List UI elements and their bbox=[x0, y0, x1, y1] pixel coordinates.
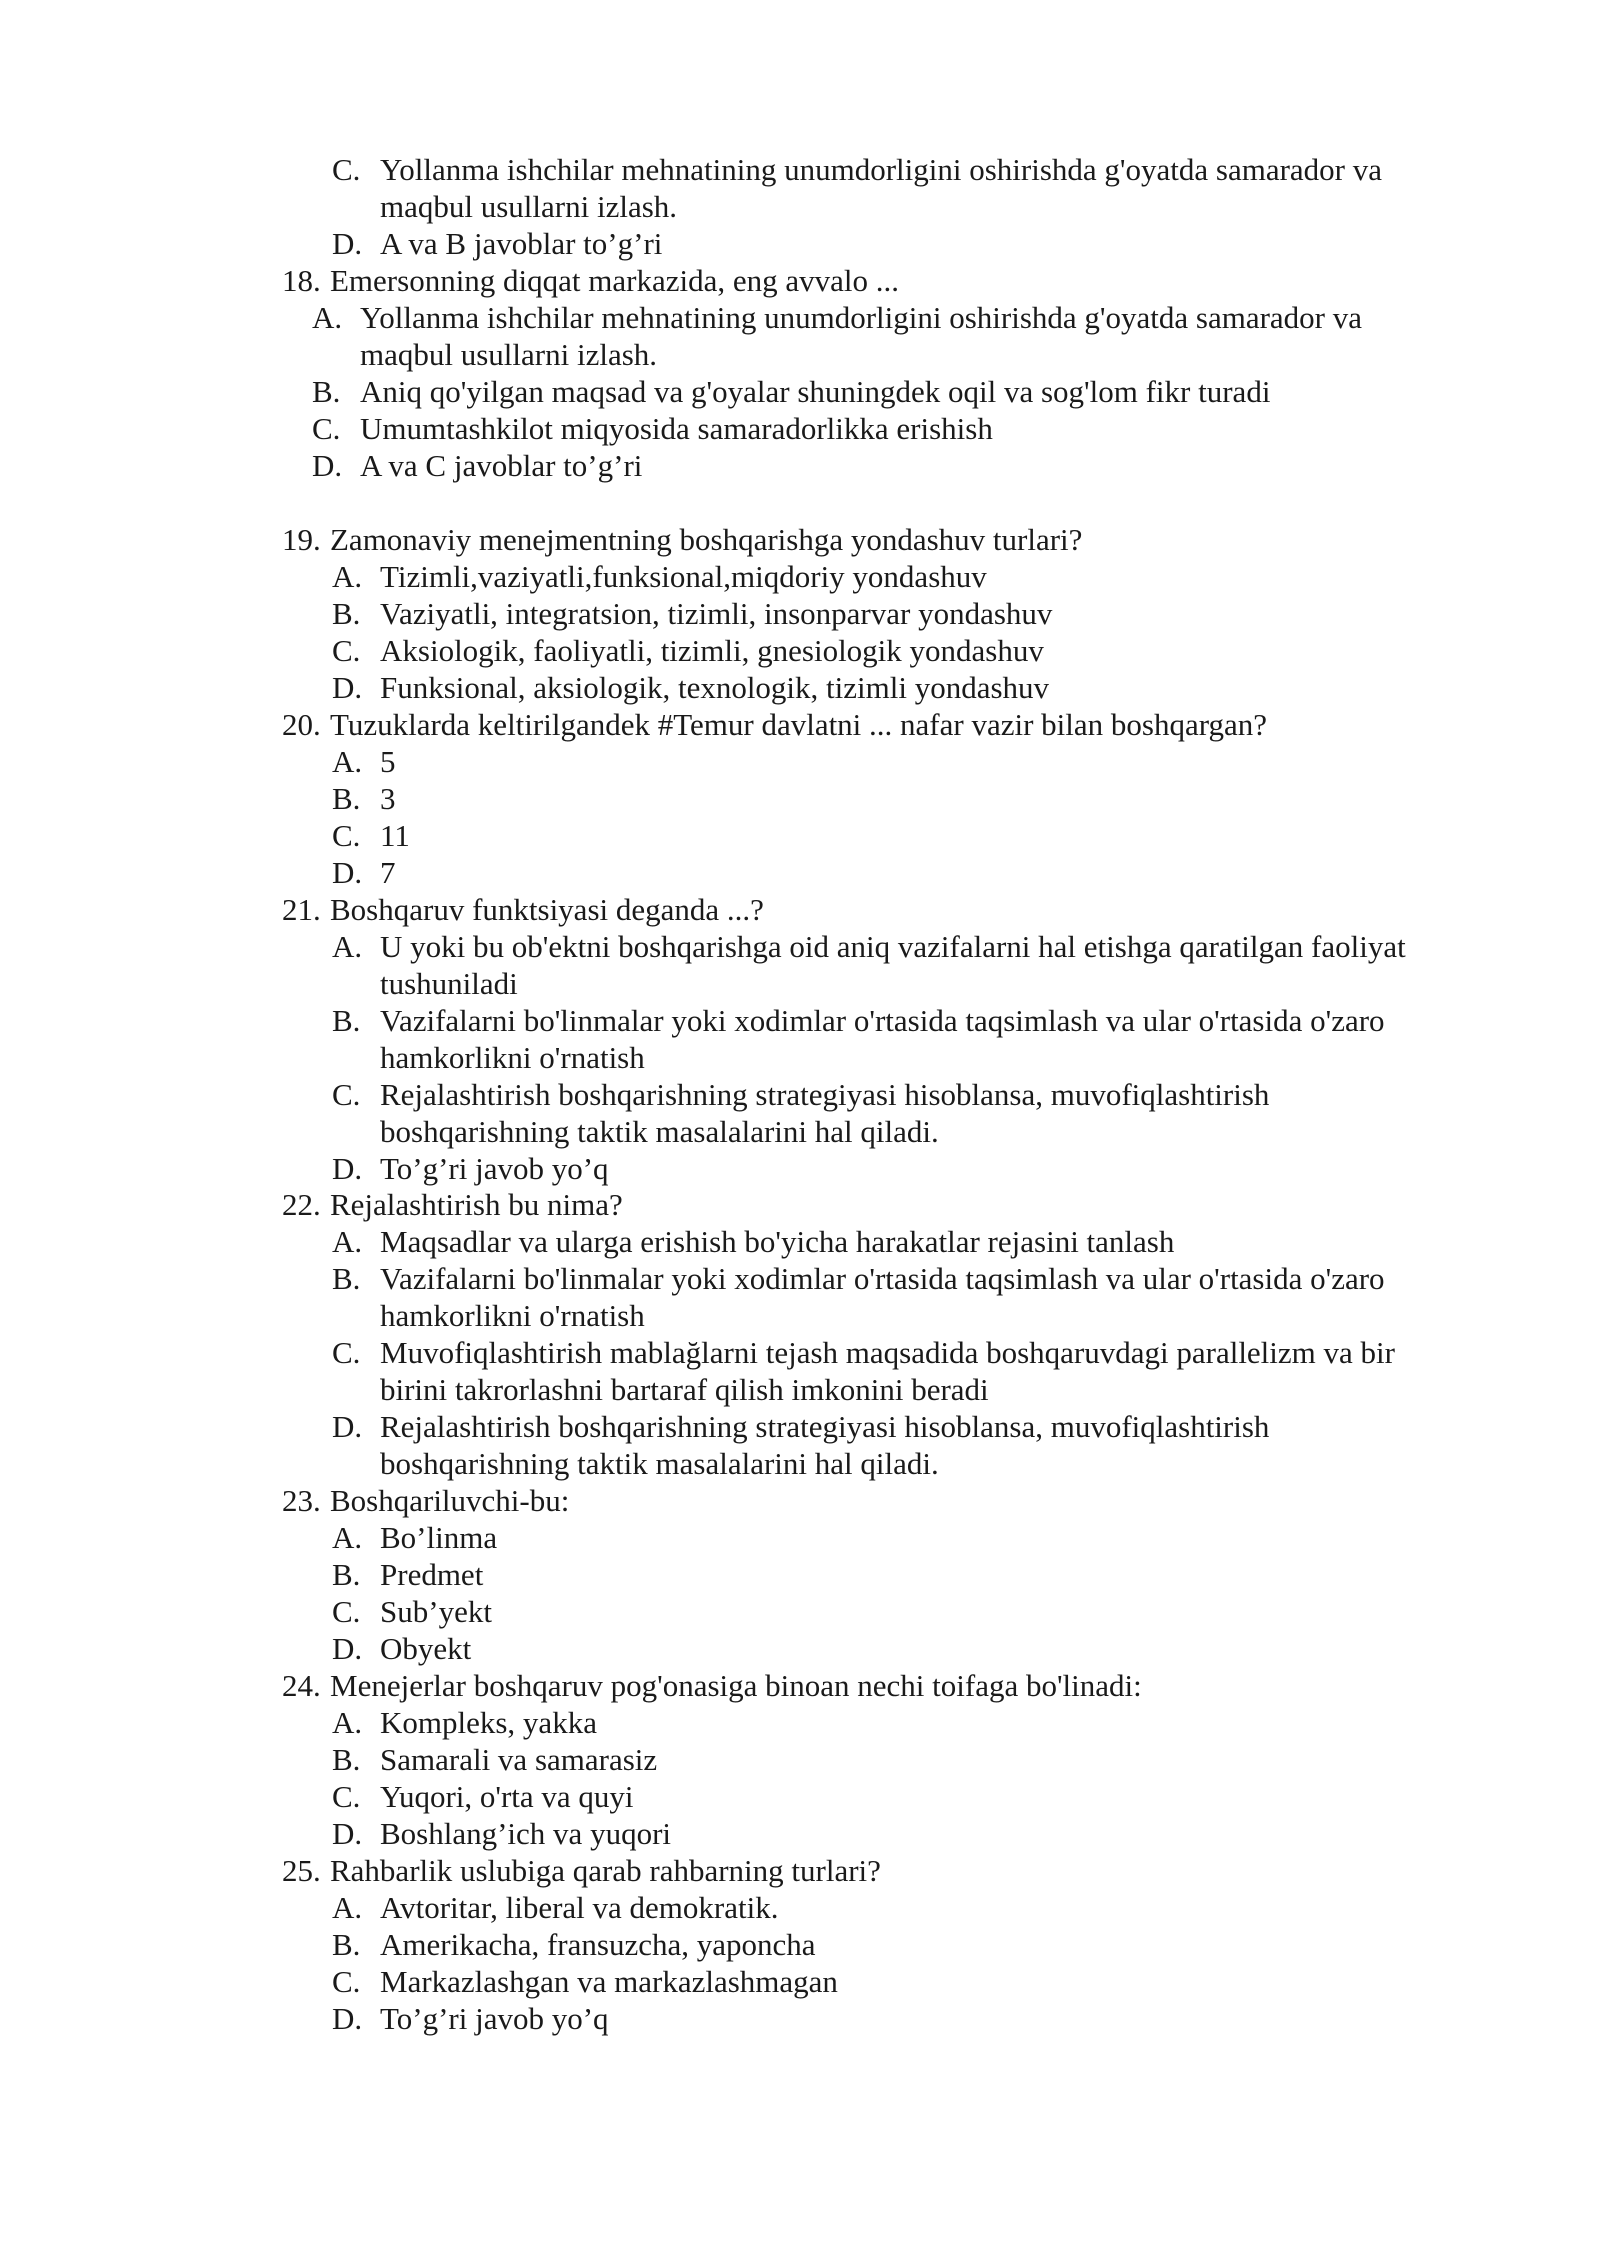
option-text: Muvofiqlashtirish mablağlarni tejash maqsadida boshqaruvdagi parallelizm va bir bbox=[380, 1335, 1395, 1370]
question-number: 24. bbox=[282, 1668, 321, 1703]
option-label: C. bbox=[332, 1335, 361, 1370]
option-text: tushuniladi bbox=[380, 966, 518, 1001]
option-text: maqbul usullarni izlash. bbox=[360, 337, 658, 372]
option-text: To’g’ri javob yo’q bbox=[380, 2001, 609, 2036]
option-label: D. bbox=[332, 670, 363, 705]
option-text: Aksiologik, faoliyatli, tizimli, gnesiologik yondashuv bbox=[380, 633, 1044, 668]
question-text: Boshqariluvchi-bu: bbox=[330, 1483, 570, 1518]
option-label: A. bbox=[332, 1520, 363, 1555]
question-number: 25. bbox=[282, 1853, 321, 1888]
option-text: Obyekt bbox=[380, 1631, 472, 1666]
option-text: hamkorlikni o'rnatish bbox=[380, 1040, 645, 1075]
option-label: A. bbox=[332, 1705, 363, 1740]
option-text: Umumtashkilot miqyosida samaradorlikka erishish bbox=[360, 411, 993, 446]
option-label: C. bbox=[332, 1779, 361, 1814]
option-label: C. bbox=[332, 1594, 361, 1629]
option-label: D. bbox=[332, 1151, 363, 1186]
question-text: Emersonning diqqat markazida, eng avvalo ... bbox=[330, 263, 900, 298]
option-text: Avtoritar, liberal va demokratik. bbox=[380, 1890, 779, 1925]
option-text: A va C javoblar to’g’ri bbox=[360, 448, 643, 483]
option-label: C. bbox=[332, 1077, 361, 1112]
option-text: Vazifalarni bo'linmalar yoki xodimlar o'rtasida taqsimlash va ular o'rtasida o'zaro bbox=[380, 1003, 1385, 1038]
question-text: Rahbarlik uslubiga qarab rahbarning turlari? bbox=[330, 1853, 881, 1888]
question-number: 21. bbox=[282, 892, 321, 927]
option-text: To’g’ri javob yo’q bbox=[380, 1151, 609, 1186]
question-text: Boshqaruv funktsiyasi deganda ...? bbox=[330, 892, 764, 927]
option-label: C. bbox=[312, 411, 341, 446]
option-text: Vazifalarni bo'linmalar yoki xodimlar o'rtasida taqsimlash va ular o'rtasida o'zaro bbox=[380, 1261, 1385, 1296]
option-label: C. bbox=[332, 818, 361, 853]
question-number: 19. bbox=[282, 522, 321, 557]
option-text: Yollanma ishchilar mehnatining unumdorligini oshirishda g'oyatda samarador va bbox=[380, 152, 1383, 187]
option-text: Rejalashtirish boshqarishning strategiyasi hisoblansa, muvofiqlashtirish bbox=[380, 1077, 1270, 1112]
option-text: boshqarishning taktik masalalarini hal qiladi. bbox=[380, 1114, 939, 1149]
option-label: C. bbox=[332, 152, 361, 187]
option-label: D. bbox=[332, 1631, 363, 1666]
option-label: B. bbox=[332, 1557, 361, 1592]
option-label: D. bbox=[332, 1409, 363, 1444]
option-text: Amerikacha, fransuzcha, yaponcha bbox=[380, 1927, 816, 1962]
option-label: D. bbox=[332, 1816, 363, 1851]
option-label: A. bbox=[332, 1224, 363, 1259]
option-text: 7 bbox=[380, 855, 396, 890]
option-text: birini takrorlashni bartaraf qilish imkonini beradi bbox=[380, 1372, 989, 1407]
option-label: B. bbox=[312, 374, 341, 409]
option-text: Sub’yekt bbox=[380, 1594, 492, 1629]
option-text: Boshlang’ich va yuqori bbox=[380, 1816, 672, 1851]
option-label: A. bbox=[312, 300, 343, 335]
option-text: Funksional, aksiologik, texnologik, tizimli yondashuv bbox=[380, 670, 1050, 705]
option-text: hamkorlikni o'rnatish bbox=[380, 1298, 645, 1333]
option-text: Yollanma ishchilar mehnatining unumdorligini oshirishda g'oyatda samarador va bbox=[360, 300, 1363, 335]
option-text: Aniq qo'yilgan maqsad va g'oyalar shuningdek oqil va sog'lom fikr turadi bbox=[360, 374, 1271, 409]
option-text: Bo’linma bbox=[380, 1520, 498, 1555]
option-text: Maqsadlar va ularga erishish bo'yicha harakatlar rejasini tanlash bbox=[380, 1224, 1175, 1259]
option-label: A. bbox=[332, 744, 363, 779]
option-label: D. bbox=[332, 2001, 363, 2036]
option-text: U yoki bu ob'ektni boshqarishga oid aniq vazifalarni hal etishga qaratilgan faoliyat bbox=[380, 929, 1406, 964]
option-text: 3 bbox=[380, 781, 396, 816]
option-label: A. bbox=[332, 559, 363, 594]
option-label: B. bbox=[332, 1003, 361, 1038]
question-text: Tuzuklarda keltirilgandek #Temur davlatni ... nafar vazir bilan boshqargan? bbox=[330, 707, 1268, 742]
option-text: 11 bbox=[380, 818, 410, 853]
option-label: B. bbox=[332, 1742, 361, 1777]
question-number: 18. bbox=[282, 263, 321, 298]
option-text: Predmet bbox=[380, 1557, 484, 1592]
question-text: Rejalashtirish bu nima? bbox=[330, 1187, 623, 1222]
option-label: B. bbox=[332, 1261, 361, 1296]
option-label: D. bbox=[312, 448, 343, 483]
question-number: 22. bbox=[282, 1187, 321, 1222]
option-label: B. bbox=[332, 1927, 361, 1962]
option-label: B. bbox=[332, 781, 361, 816]
option-text: Rejalashtirish boshqarishning strategiyasi hisoblansa, muvofiqlashtirish bbox=[380, 1409, 1270, 1444]
question-text: Menejerlar boshqaruv pog'onasiga binoan nechi toifaga bo'linadi: bbox=[330, 1668, 1142, 1703]
option-label: D. bbox=[332, 226, 363, 261]
option-label: B. bbox=[332, 596, 361, 631]
question-text: Zamonaviy menejmentning boshqarishga yondashuv turlari? bbox=[330, 522, 1083, 557]
option-text: Markazlashgan va markazlashmagan bbox=[380, 1964, 838, 1999]
option-label: D. bbox=[332, 855, 363, 890]
question-number: 23. bbox=[282, 1483, 321, 1518]
option-text: A va B javoblar to’g’ri bbox=[380, 226, 663, 261]
option-text: maqbul usullarni izlash. bbox=[380, 189, 678, 224]
option-text: Samarali va samarasiz bbox=[380, 1742, 658, 1777]
question-number: 20. bbox=[282, 707, 321, 742]
option-text: Vaziyatli, integratsion, tizimli, insonparvar yondashuv bbox=[380, 596, 1053, 631]
option-text: Tizimli,vaziyatli,funksional,miqdoriy yondashuv bbox=[380, 559, 987, 594]
option-text: Yuqori, o'rta va quyi bbox=[380, 1779, 634, 1814]
option-label: C. bbox=[332, 1964, 361, 1999]
option-text: Kompleks, yakka bbox=[380, 1705, 597, 1740]
option-label: A. bbox=[332, 929, 363, 964]
option-label: C. bbox=[332, 633, 361, 668]
option-text: 5 bbox=[380, 744, 396, 779]
option-text: boshqarishning taktik masalalarini hal qiladi. bbox=[380, 1446, 939, 1481]
option-label: A. bbox=[332, 1890, 363, 1925]
